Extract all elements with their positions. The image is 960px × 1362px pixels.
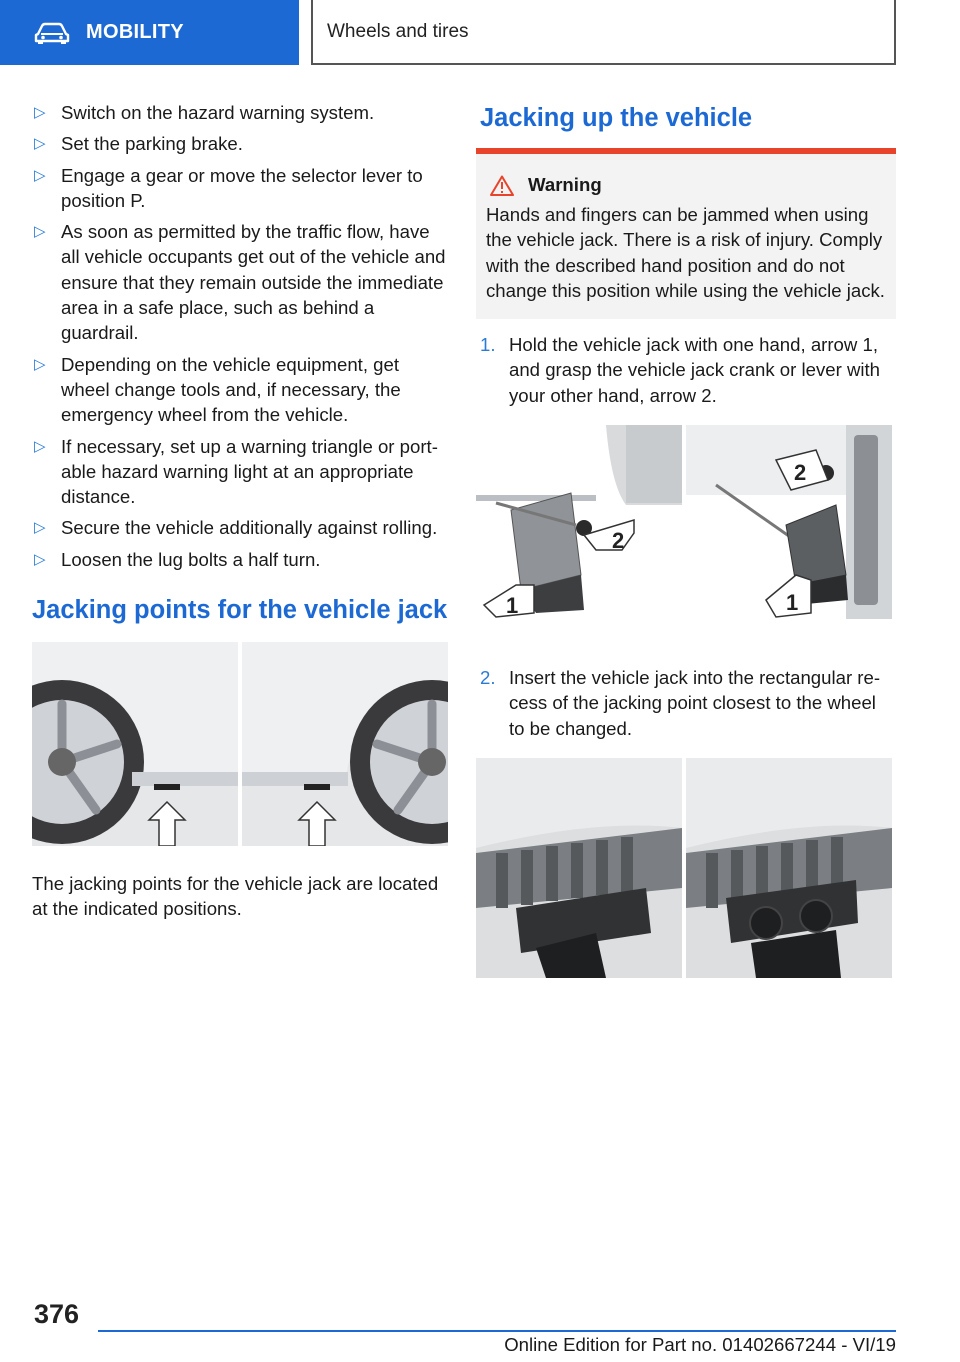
arrow-1-label: 1 <box>506 593 519 619</box>
footer-divider <box>98 1330 896 1332</box>
warning-triangle-icon <box>490 175 514 196</box>
bullet-item: ▷ Engage a gear or move the selector lever to position P. <box>34 164 423 211</box>
edition-note: Online Edition for Part no. 01402667244 - VI/19 <box>504 1334 896 1355</box>
arrow-2-label: 2 <box>794 460 807 486</box>
bullet-item: ▷ If necessary, set up a warning triangle or portable hazard warning light at an appropriate distance. <box>34 435 438 508</box>
jack-insert-figure <box>476 758 892 978</box>
bullet-item: ▷ Depending on the vehicle equipment, get wheel change tools and, if necessary, the emergency wheel from the vehicle. <box>34 353 401 426</box>
triangle-bullet-icon: ▷ <box>34 135 46 153</box>
jack-handling-left-image <box>476 425 682 619</box>
step-number: 2. <box>480 667 496 689</box>
section-label: MOBILITY <box>86 21 184 43</box>
jacking-up-heading: Jacking up the vehicle <box>480 104 753 132</box>
step-item <box>476 332 896 408</box>
warning-box <box>476 148 896 319</box>
step-text: Hold the vehicle jack with one hand, arrow 1, and grasp the vehicle jack crank or lever with your other hand, arrow 2. <box>509 334 881 406</box>
bullet-item: ▷ Switch on the hazard warning system. <box>32 100 448 125</box>
jack-insert-left-image <box>476 758 682 978</box>
jack-insert-right-image <box>686 758 892 978</box>
step-number: 1. <box>480 334 496 356</box>
arrow-2-label: 2 <box>612 528 625 554</box>
triangle-bullet-icon: ▷ <box>34 166 46 184</box>
jacking-point-rear-image <box>242 642 448 846</box>
jacking-points-heading: Jacking points for the vehicle jack <box>32 596 448 625</box>
triangle-bullet-icon: ▷ <box>34 355 46 373</box>
jacking-points-caption: The jacking points for the vehicle jack are located at the indicated positions. <box>32 873 439 920</box>
bullet-item: ▷ Loosen the lug bolts a half turn. <box>32 547 448 572</box>
section-tab[interactable] <box>0 0 299 65</box>
bullet-item: ▷ As soon as permitted by the traffic flow, have all vehicle occupants get out of the vehicle and ensure that they remain outside the immediate area in a safe place, such as behind a guardrail. <box>34 221 446 344</box>
chapter-tab[interactable] <box>311 0 896 65</box>
chapter-label: Wheels and tires <box>327 20 469 42</box>
warning-title: Warning <box>490 174 886 196</box>
left-column <box>32 100 448 922</box>
jack-handling-right-image <box>686 425 892 619</box>
arrow-1-label: 1 <box>786 590 799 616</box>
jack-handling-figure <box>476 425 892 619</box>
step-item <box>476 665 896 741</box>
triangle-bullet-icon: ▷ <box>34 223 46 241</box>
triangle-bullet-icon: ▷ <box>34 437 46 455</box>
jacking-points-figure <box>32 642 448 846</box>
triangle-bullet-icon: ▷ <box>34 519 46 537</box>
bullet-item: ▷ Set the parking brake. <box>32 131 448 156</box>
warning-text: Hands and fingers can be jammed when using the vehicle jack. There is a risk of injury. Comply with the described hand position and do not change this position while using the vehicle jack. <box>486 204 885 301</box>
triangle-bullet-icon: ▷ <box>34 104 46 121</box>
triangle-bullet-icon: ▷ <box>34 550 46 568</box>
step-text: Insert the vehicle jack into the rectangular recess of the jacking point closest to the wheel to be changed. <box>509 667 881 739</box>
jacking-point-front-image <box>32 642 238 846</box>
car-icon <box>34 22 70 44</box>
bullet-item: ▷ Secure the vehicle additionally against rolling. <box>32 515 448 540</box>
right-column <box>476 104 896 978</box>
page-number: 376 <box>34 1299 80 1329</box>
